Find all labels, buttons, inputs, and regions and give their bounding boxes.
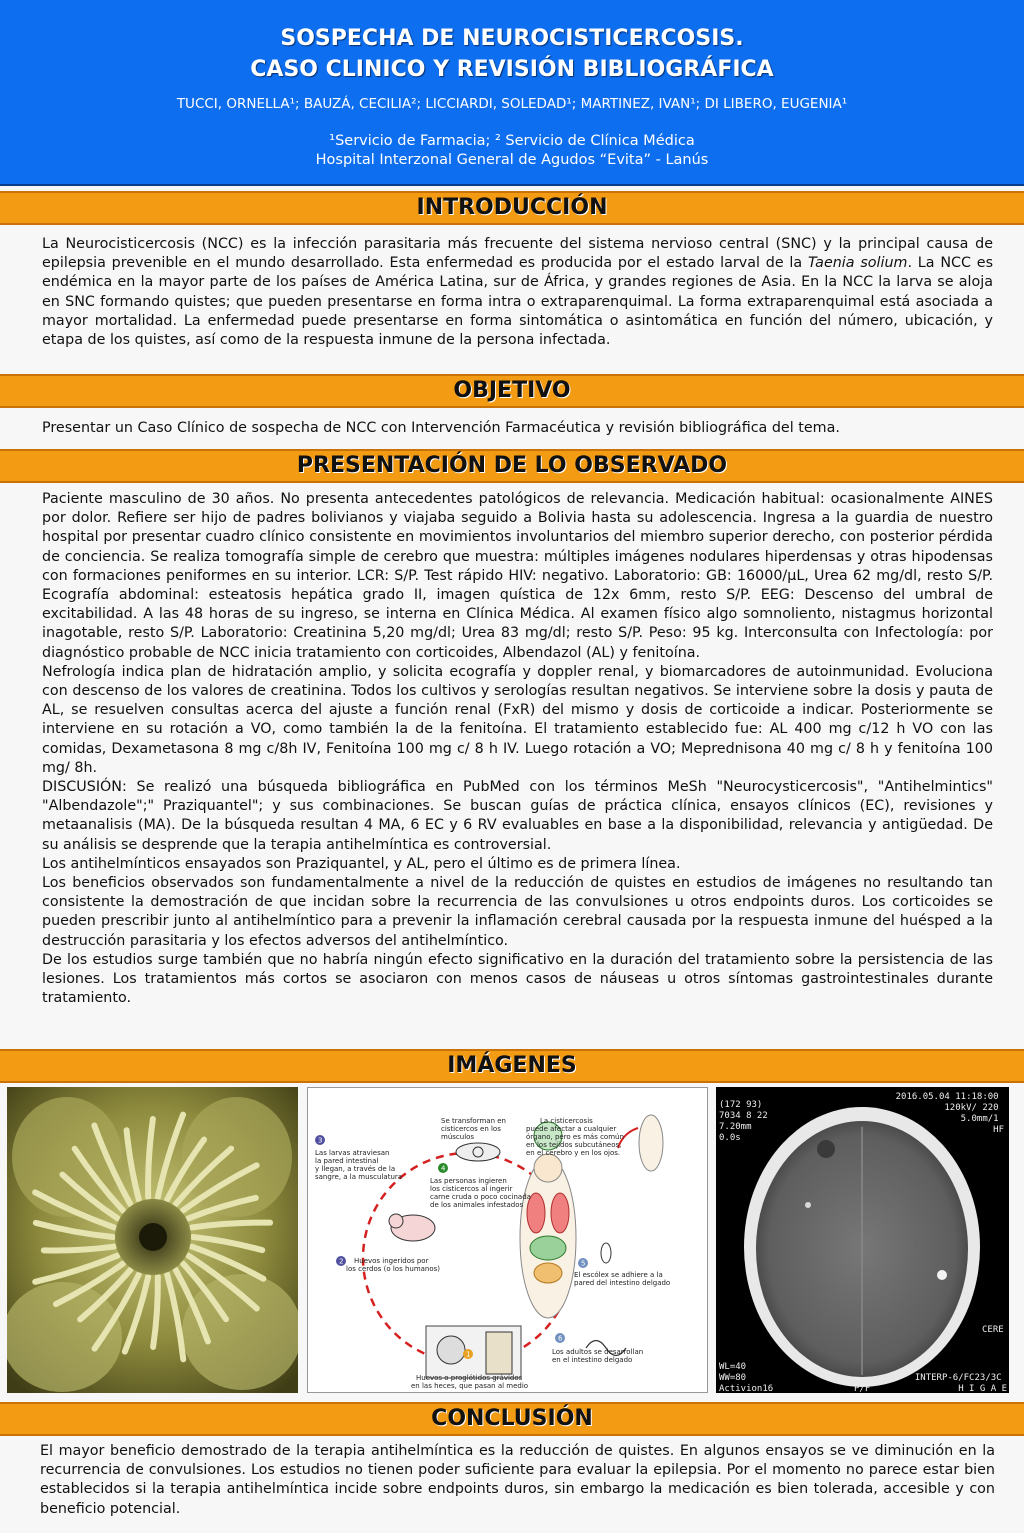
presentation-paragraph: Nefrología indica plan de hidratación amplio, y solicita ecografía y doppler renal, y biomarcadores de autoinmunidad. Evoluciona con descenso de los valores de creatinina. Todos los cultivos y serologías resultan negativos. Se interviene sobre la dosis y pauta de AL, se resuelven consultas acerca del ajuste a función renal (FxR) del mismo y dosis de corticoide a indicar. Posteriormente se interviene en su rotación a VO, como también la de la fenitoína. El tratamiento establecido fue: AL 400 mg c/12 h VO con las comidas, Dexametasona 8 mg c/8h IV, Fenitoína 100 mg c/ 8 h IV. Luego rotación a VO; Meprednisona 40 mg c/ 8 h y fenitoína 100 mg/ 8h. (42, 663, 993, 776)
presentation-paragraph: DISCUSIÓN: Se realizó una búsqueda bibliográfica en PubMed con los términos MeSh "Neurocysticercosis", "Antihelmintics" "Albendazole";" Praziquantel"; y sus combinaciones. Se buscan guías de práctica clínica, ensayos clínicos (EC), revisiones y metaanalisis (MA). De la búsqueda resultan 4 MA, 6 EC y 6 RV evaluables en base a la disponibilidad, relevancia y antigüedad. De su análisis se desprende que la terapia antihelmíntica es controversial. (42, 779, 993, 853)
step-number-5: 5 (581, 1259, 586, 1268)
presentation-paragraph: Los antihelmínticos ensayados son Praziquantel, y AL, pero el último es de primera línea. (42, 855, 681, 872)
step-number-1: 1 (466, 1350, 471, 1359)
poster-title-line-2: CASO CLINICO Y REVISIÓN BIBLIOGRÁFICA (250, 57, 774, 82)
diagram-label-top: Se transforman en cisticercos en los músculos (441, 1117, 506, 1141)
diagram-label-step2: Huevos ingeridos por los cerdos (o los humanos) (346, 1257, 441, 1273)
diagram-label-step1: Huevos o proglótidos grávidos en las heces, que pasan al medio (411, 1374, 529, 1390)
intro-text-part-2: . La NCC es endémica en la mayor parte de los países de América Latina, sur de África, y grandes regiones de Asia. En la NCC la larva se aloja en SNC formando quistes; que pueden presentarse en forma intra o extraparenquimal. La forma extraparenquimal está asociada a mayor mortalidad. La enfermedad puede presentarse en forma sintomática o asintomática en función del número, ubicación, y etapa de los quistes, así como de la respuesta inmune de la persona infectada. (42, 255, 994, 349)
affiliation-services: ¹Servicio de Farmacia; ² Servicio de Clínica Médica (329, 133, 695, 149)
brain-ct-scan-image (716, 1087, 1009, 1393)
diagram-label-step6: Los adultos se desarrollan en el intestino delgado (552, 1348, 644, 1364)
step-number-2: 2 (339, 1257, 344, 1266)
presentation-paragraph: De los estudios surge también que no habría ningún efecto significativo en la duración del tratamiento sobre la persistencia de las lesiones. Los tratamientos más cortos se asociaron con menos casos de náuseas u otros síntomas gastrointestinales durante tratamiento. (42, 951, 993, 1007)
ct-overlay-top-right: 2016.05.04 11:18:00 120kV/ 220 5.0mm/1 HF (895, 1092, 1004, 1135)
section-title-imagenes: IMÁGENES (447, 1053, 577, 1078)
authors: TUCCI, ORNELLA¹; BAUZÁ, CECILIA²; LICCIARDI, SOLEDAD¹; MARTINEZ, IVAN¹; DI LIBERO, EUGENIA¹ (176, 96, 848, 112)
presentation-paragraph: Paciente masculino de 30 años. No presenta antecedentes patológicos de relevancia. Medicación habitual: ocasionalmente AINES por dolor. Refiere ser hijo de padres bolivianos y viajaba seguido a Bolivia hasta su adolescencia. Ingresa a la guardia de nuestro hospital por presentar cuadro clínico consistente en movimientos involuntarios del miembro superior derecho, con posterior pérdida de conciencia. Se realiza tomografía simple de cerebro que muestra: múltiples imágenes nodulares hiperdensas y otras hipodensas con formaciones peniformes en su interior. LCR: S/P. Test rápido HIV: negativo. Laboratorio: GB: 16000/µL, Urea 62 mg/dl, resto S/P. Ecografía abdominal: esteatosis hepática grado II, imagen quística de 12x 6mm, resto S/P. EEG: Descenso del umbral de excitabilidad. A las 48 horas de su ingreso, se interna en Clínica Médica. Al examen físico algo somnoliento, nistagmus horizontal inagotable, resto S/P. Laboratorio: Creatinina 5,20 mg/dl; Urea 83 mg/dl; resto S/P. Peso: 95 kg. Interconsulta con Infectología: por diagnóstico probable de NCC inicia tratamiento con corticoides, Albendazol (AL) y fenitoína. (42, 491, 993, 661)
step-number-4: 4 (441, 1164, 446, 1173)
ct-overlay-top-left: (172 93) 7034 8 22 7.20mm 0.0s (719, 1100, 768, 1143)
section-title-presentacion: PRESENTACIÓN DE LO OBSERVADO (296, 453, 728, 478)
section-header-presentacion (0, 449, 1024, 483)
ct-overlay-bottom-mid: P/F (854, 1384, 871, 1393)
life-cycle-diagram (307, 1087, 708, 1393)
poster-header (0, 0, 1024, 186)
ct-overlay-right-mid: CERE (982, 1325, 1004, 1335)
diagram-label-step4: Las personas ingieren los cisticercos al ingerir carne cruda o poco cocinada de los animales infestados (430, 1177, 531, 1209)
presentation-text (42, 490, 993, 1008)
presentation-paragraph: Los beneficios observados son fundamentalmente a nivel de la reducción de quistes en estudios de imágenes no resultando tan consistente la demostración de que incidan sobre la recurrencia de las convulsiones u otros endpoints duros. Los corticoides se pueden prescribir junto al antihelmíntico para a prevenir la inflamación cerebral causada por la respuesta inmune del huésped a la destrucción parasitaria y los efectos adversos del antihelmíntico. (42, 875, 993, 949)
diagram-label-step3: Las larvas atraviesan la pared intestinal y llegan, a través de la sangre, a la musculatura (315, 1149, 403, 1181)
section-title-conclusion: CONCLUSIÓN (431, 1406, 593, 1431)
section-header-introduccion (0, 191, 1024, 225)
diagram-label-step5: El escólex se adhiere a la pared del intestino delgado (574, 1271, 671, 1287)
intro-species-name: Taenia solium (807, 255, 908, 272)
introduction-text (42, 235, 993, 350)
step-number-3: 3 (318, 1136, 323, 1145)
section-header-objetivo (0, 374, 1024, 408)
step-number-6: 6 (558, 1334, 563, 1343)
scolex-micrograph-image (7, 1087, 298, 1393)
ct-overlay-bottom-right: INTERP-6/FC23/3C H I G A E (914, 1373, 1007, 1393)
objective-text: Presentar un Caso Clínico de sospecha de NCC con Intervención Farmacéutica y revisión bibliográfica del tema. (42, 420, 840, 436)
section-title-objetivo: OBJETIVO (453, 378, 571, 403)
section-header-imagenes (0, 1049, 1024, 1083)
affiliation-hospital: Hospital Interzonal General de Agudos “Evita” - Lanús (315, 152, 709, 168)
intro-text-part-1: La Neurocisticercosis (NCC) es la infección parasitaria más frecuente del sistema nervioso central (SNC) y la principal causa de epilepsia prevenible en el mundo desarrollado. Esta enfermedad es producida por el estado larval de la (42, 236, 993, 272)
section-title-introduccion: INTRODUCCIÓN (416, 195, 608, 220)
poster-title-line-1: SOSPECHA DE NEUROCISTICERCOSIS. (280, 26, 744, 51)
conclusion-text: El mayor beneficio demostrado de la terapia antihelmíntica es la reducción de quistes. En algunos ensayos se ve diminución en la recurrencia de convulsiones. Los estudios no tienen poder suficiente para evaluar la epilepsia. Por el momento no parece estar bien establecidos si la terapia antihelmíntica incide sobre endpoints duros, sin embargo la medicación es bien tolerada, accesible y con beneficio potencial. (40, 1443, 995, 1517)
section-header-conclusion (0, 1402, 1024, 1436)
ct-overlay-bottom-left: WL=40 WW=80 Activion16 (719, 1362, 774, 1393)
diagram-label-cysticercosis: La cisticercosis puede afectar a cualquier órgano, pero es más común en los tejidos subcutáneos, en el cerebro y en los ojos. (526, 1117, 624, 1157)
